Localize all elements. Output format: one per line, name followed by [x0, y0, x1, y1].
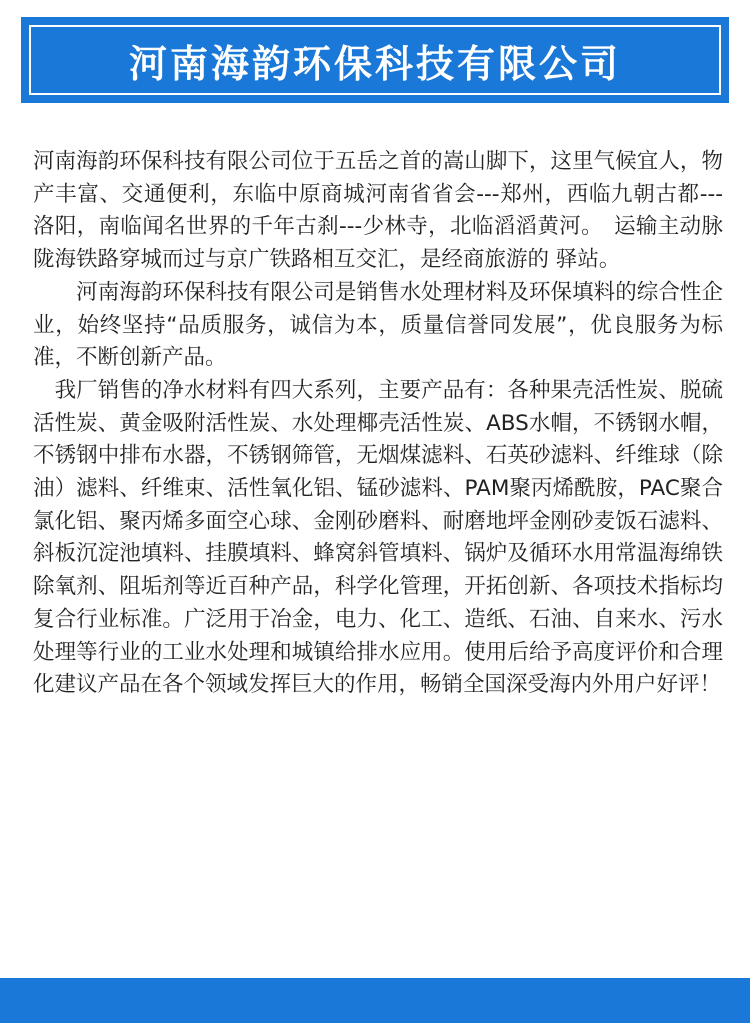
footer-bar [0, 978, 750, 1023]
header [0, 0, 750, 115]
title-banner-frame [29, 25, 721, 95]
page-title: 河南海韵环保科技有限公司 [128, 41, 621, 86]
paragraph-location: 河南海韵环保科技有限公司位于五岳之首的嵩山脚下，这里气候宜人，物产丰富、交通便利，东临中原商城河南省省会---郑州，西临九朝古都---洛阳，南临闻名世界的千年古刹---少林寺，北临滔滔黄河。 运输主动脉陇海铁路穿城而过与京广铁路相互交汇，是经商旅游的 驿站。 [33, 149, 723, 273]
company-description [33, 146, 723, 702]
paragraph-business: 河南海韵环保科技有限公司是销售水处理材料及环保填料的综合性企业，始终坚持“品质服务，诚信为本，质量信誉同发展”，优良服务为标准，不断创新产品。 [33, 279, 723, 371]
paragraph-products: 我厂销售的净水材料有四大系列，主要产品有：各种果壳活性炭、脱硫活性炭、黄金吸附活性炭、水处理椰壳活性炭、ABS水帽，不锈钢水帽，不锈钢中排布水器，不锈钢筛管，无烟煤滤料、石英砂滤料、纤维球（除油）滤料、纤维束、活性氧化铝、锰砂滤料、PAM聚丙烯酰胺，PAC聚合氯化铝、聚丙烯多面空心球、金刚砂磨料、耐磨地坪金刚砂麦饭石滤料、斜板沉淀池填料、挂膜填料、蜂窝斜管填料、锅炉及循环水用常温海绵铁除氧剂、阻垢剂等近百种产品，科学化管理，开拓创新、各项技术指标均复合行业标准。广泛用于冶金，电力、化工、造纸、石油、自来水、污水处理等行业的工业水处理和城镇给排水应用。使用后给予高度评价和合理化建议产品在各个领域发挥巨大的作用，畅销全国深受海内外用户好评！ [33, 377, 723, 698]
title-banner [21, 17, 729, 103]
